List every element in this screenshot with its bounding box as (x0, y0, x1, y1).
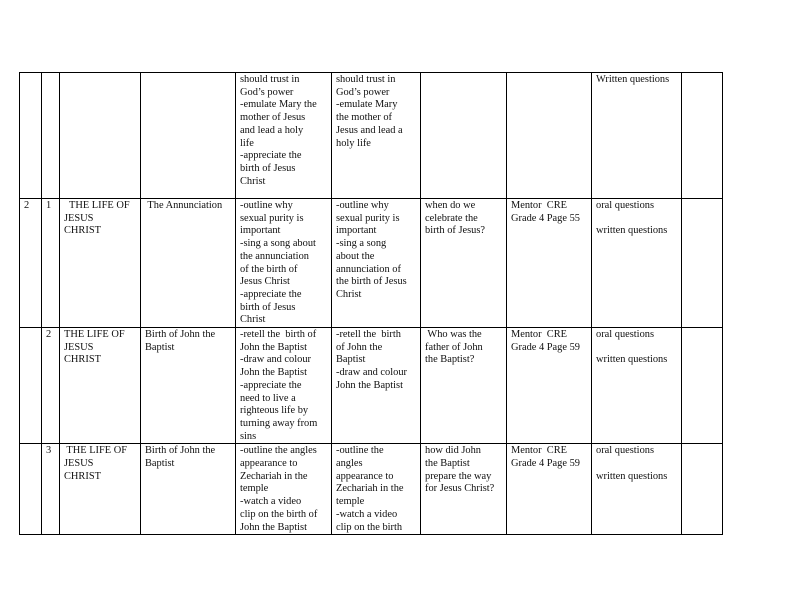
table-row (20, 73, 723, 199)
cell-key-inquiry-question: Who was the father of John the Baptist? (421, 328, 507, 444)
cell-strand: THE LIFE OF JESUS CHRIST (60, 199, 141, 328)
cell-learning-experiences: -outline why sexual purity is important -sing a song about the annunciation of the birth of Jesus Christ (332, 199, 421, 328)
cell-learning-outcomes: -retell the birth of John the Baptist -draw and colour John the Baptist -appreciate the need to live a righteous life by turning away from sins (236, 328, 332, 444)
cell-assessment: oral questions written questions (592, 328, 682, 444)
cell-sub-strand: Birth of John the Baptist (141, 444, 236, 535)
cell-sub-strand (141, 73, 236, 199)
cell-lesson: 1 (42, 199, 60, 328)
cell-week (20, 328, 42, 444)
cell-sub-strand: Birth of John the Baptist (141, 328, 236, 444)
cell-key-inquiry-question: how did John the Baptist prepare the way for Jesus Christ? (421, 444, 507, 535)
cell-lesson: 2 (42, 328, 60, 444)
table-row (20, 199, 723, 328)
cell-learning-outcomes: -outline why sexual purity is important -sing a song about the annunciation of the birth of Jesus Christ -appreciate the birth of Jesus Christ (236, 199, 332, 328)
cell-strand (60, 73, 141, 199)
cell-remarks (682, 73, 723, 199)
cell-resources (507, 73, 592, 199)
cell-lesson: 3 (42, 444, 60, 535)
cell-resources: Mentor CRE Grade 4 Page 59 (507, 444, 592, 535)
cell-assessment: oral questions written questions (592, 444, 682, 535)
cell-sub-strand: The Annunciation (141, 199, 236, 328)
cell-lesson (42, 73, 60, 199)
cell-remarks (682, 444, 723, 535)
cell-learning-experiences: -retell the birth of John the Baptist -draw and colour John the Baptist (332, 328, 421, 444)
cell-key-inquiry-question (421, 73, 507, 199)
cell-learning-outcomes: should trust in God’s power -emulate Mary the mother of Jesus and lead a holy life -appreciate the birth of Jesus Christ (236, 73, 332, 199)
cell-resources: Mentor CRE Grade 4 Page 55 (507, 199, 592, 328)
table-row (20, 444, 723, 535)
cell-assessment: oral questions written questions (592, 199, 682, 328)
scheme-of-work-table (19, 72, 723, 535)
cell-learning-experiences: -outline the angles appearance to Zechariah in the temple -watch a video clip on the birth (332, 444, 421, 535)
table-row (20, 328, 723, 444)
cell-key-inquiry-question: when do we celebrate the birth of Jesus? (421, 199, 507, 328)
cell-assessment: Written questions (592, 73, 682, 199)
cell-strand: THE LIFE OF JESUS CHRIST (60, 444, 141, 535)
cell-remarks (682, 328, 723, 444)
cell-learning-experiences: should trust in God’s power -emulate Mary the mother of Jesus and lead a holy life (332, 73, 421, 199)
cell-resources: Mentor CRE Grade 4 Page 59 (507, 328, 592, 444)
cell-week (20, 444, 42, 535)
cell-week: 2 (20, 199, 42, 328)
cell-remarks (682, 199, 723, 328)
cell-strand: THE LIFE OF JESUS CHRIST (60, 328, 141, 444)
cell-learning-outcomes: -outline the angles appearance to Zechariah in the temple -watch a video clip on the birth of John the Baptist (236, 444, 332, 535)
cell-week (20, 73, 42, 199)
